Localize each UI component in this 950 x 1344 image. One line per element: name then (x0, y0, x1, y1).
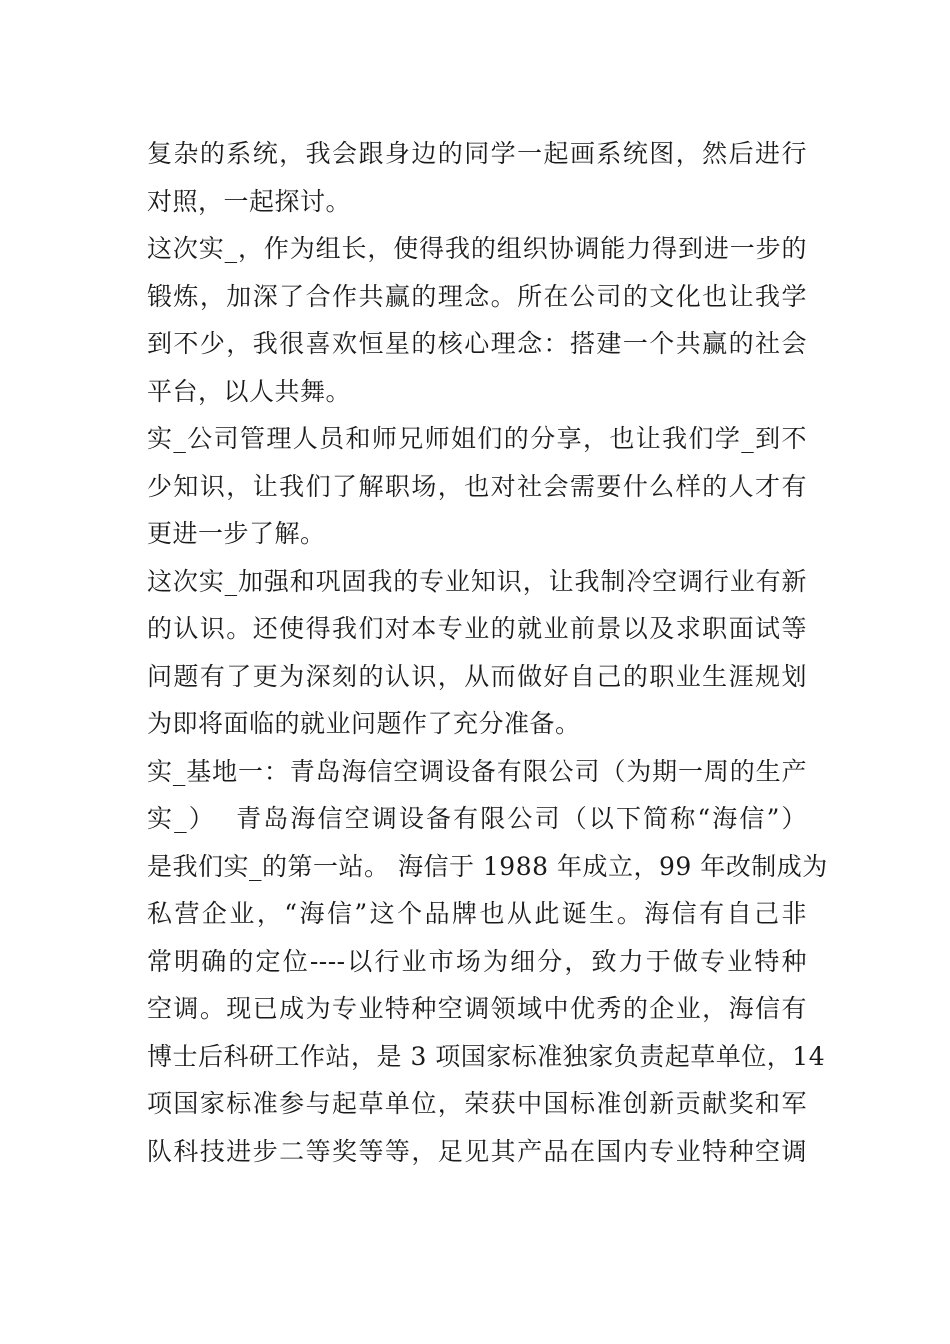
text-line: 空调。现已成为专业特种空调领域中优秀的企业，海信有 (147, 994, 807, 1023)
text-line: 问题有了更为深刻的认识，从而做好自己的职业生涯规划 (147, 661, 807, 691)
text-line: 实_基地一：青岛海信空调设备有限公司（为期一周的生产 (147, 756, 807, 786)
text-line: 平台，以人共舞。 (147, 376, 352, 406)
text-line: 这次实_加强和巩固我的专业知识，让我制冷空调行业有新 (147, 566, 807, 596)
body-text (147, 130, 828, 1175)
text-line: 实_公司管理人员和师兄师姐们的分享，也让我们学_到不 (147, 424, 807, 453)
text-line: 常明确的定位----以行业市场为细分，致力于做专业特种 (147, 946, 807, 976)
text-line: 锻炼，加深了合作共赢的理念。所在公司的文化也让我学 (147, 281, 807, 311)
text-line: 项国家标准参与起草单位，荣获中国标准创新贡献奖和军 (147, 1089, 807, 1118)
text-line: 复杂的系统，我会跟身边的同学一起画系统图，然后进行 (147, 139, 807, 168)
text-line: 更进一步了解。 (147, 519, 326, 548)
text-line: 到不少，我很喜欢恒星的核心理念：搭建一个共赢的社会 (147, 329, 807, 358)
text-line: 少知识，让我们了解职场，也对社会需要什么样的人才有 (147, 471, 807, 501)
text-line: 私营企业，“海信”这个品牌也从此诞生。海信有自己非 (147, 899, 807, 928)
text-line: 这次实_，作为组长，使得我的组织协调能力得到进一步的 (147, 234, 807, 263)
text-line: 对照，一起探讨。 (147, 186, 352, 216)
text-line: 的认识。还使得我们对本专业的就业前景以及求职面试等 (147, 614, 807, 643)
text-line: 实_） 青岛海信空调设备有限公司（以下简称“海信”） (147, 804, 807, 833)
text-line: 队科技进步二等奖等等，足见其产品在国内专业特种空调 (147, 1136, 807, 1166)
text-line: 博士后科研工作站，是 3 项国家标准独家负责起草单位，14 (147, 1041, 826, 1071)
text-line: 是我们实_的第一站。 海信于 1988 年成立，99 年改制成为 (147, 851, 828, 881)
text-line: 为即将面临的就业问题作了充分准备。 (147, 709, 581, 738)
